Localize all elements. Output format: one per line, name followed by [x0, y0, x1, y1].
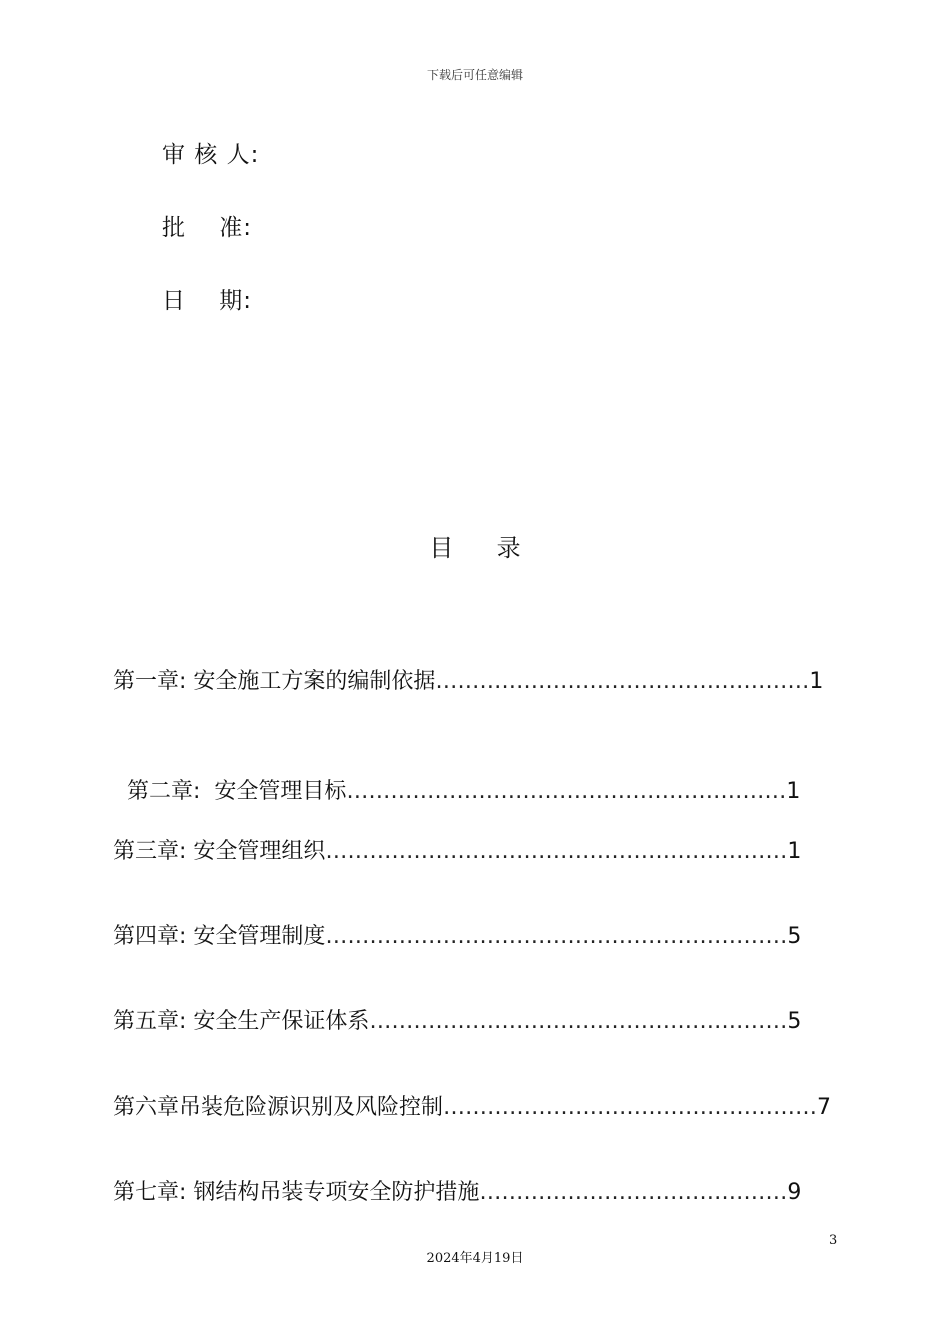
signoff-reviewer: 审 核 人:: [162, 142, 260, 168]
toc-entry-page: 5: [787, 1009, 802, 1034]
toc-entry-label: 第四章: 安全管理制度: [113, 924, 326, 949]
toc-entry-dots: ………………………………………………………: [325, 839, 788, 864]
toc-entry[interactable]: [113, 1090, 831, 1121]
toc-entry-dots: ………………………………………………………: [325, 924, 788, 949]
toc-entry-label: 第一章: 安全施工方案的编制依据: [113, 669, 436, 694]
toc-entry-page: 1: [786, 779, 801, 804]
toc-entry-dots: ……………………………………………: [443, 1095, 818, 1120]
toc-entry-label: 第五章: 安全生产保证体系: [113, 1009, 370, 1034]
page-header: 下载后可任意编辑: [426, 68, 523, 82]
toc-entry-dots: …………………………………………………: [369, 1009, 788, 1034]
toc-entry-page: 1: [787, 839, 802, 864]
toc-entry[interactable]: [113, 1004, 801, 1035]
toc-entry-page: 9: [787, 1180, 802, 1205]
toc-entry[interactable]: [113, 664, 823, 695]
toc-entry[interactable]: [113, 834, 801, 865]
toc-entry-page: 7: [817, 1095, 832, 1120]
toc-entry-label: 第二章: 安全管理目标: [127, 779, 347, 804]
toc-entry-dots: ……………………………………: [479, 1180, 788, 1205]
toc-entry[interactable]: [113, 919, 801, 950]
toc-entry-label: 第六章吊装危险源识别及风险控制: [113, 1095, 444, 1120]
toc-entry-page: 1: [809, 669, 824, 694]
toc-entry-dots: ……………………………………………………: [346, 779, 787, 804]
toc-title: 目 录: [429, 534, 521, 562]
page-number: 3: [829, 1233, 838, 1248]
toc-entry-page: 5: [787, 924, 802, 949]
signoff-date: 日 期:: [162, 288, 252, 314]
toc-entry-label: 第七章: 钢结构吊装专项安全防护措施: [113, 1180, 480, 1205]
page-footer-date: 2024年4月19日: [426, 1251, 524, 1266]
toc-entry-label: 第三章: 安全管理组织: [113, 839, 326, 864]
toc-entry-dots: ……………………………………………: [435, 669, 810, 694]
toc-entry[interactable]: [113, 1175, 801, 1206]
signoff-approver: 批 准:: [162, 215, 252, 241]
toc-entry[interactable]: [113, 749, 800, 805]
